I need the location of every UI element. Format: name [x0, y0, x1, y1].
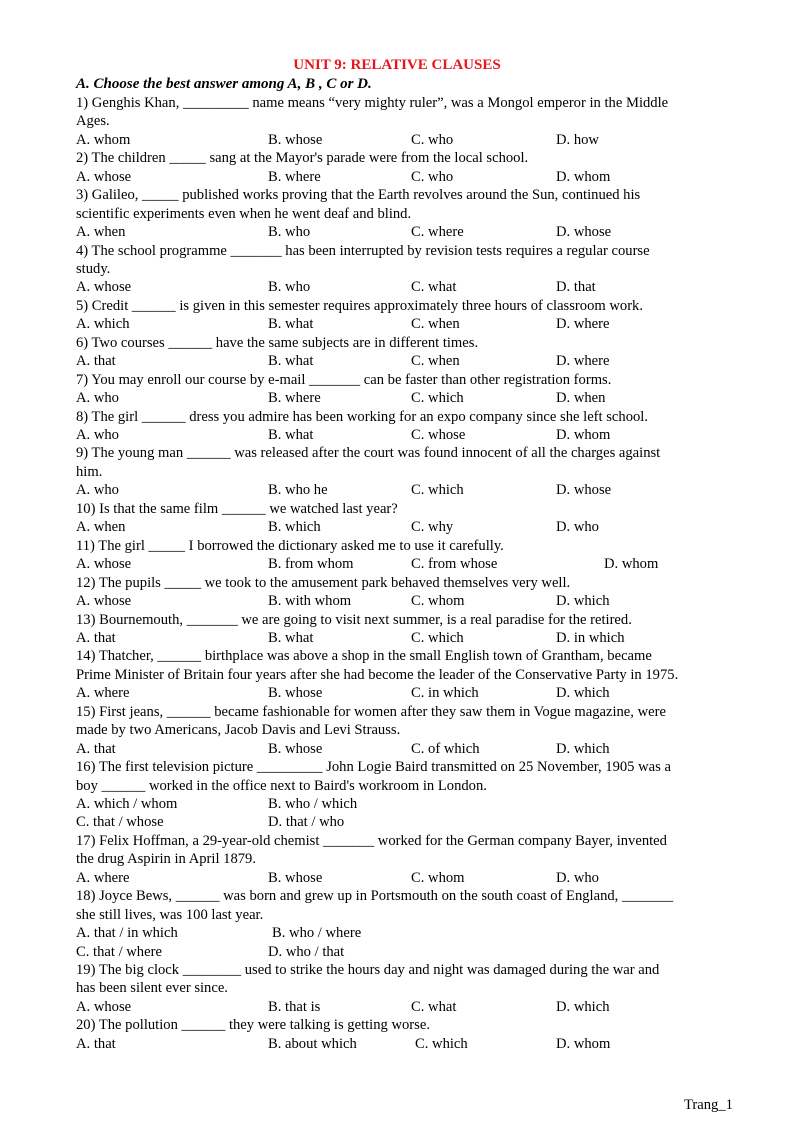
question-text: 3) Galileo, _____ published works proving that the Earth revolves around the Sun, continued his	[76, 187, 641, 204]
question-text: has been silent ever since.	[76, 980, 228, 997]
answer-option[interactable]: A. that	[76, 740, 116, 757]
answer-option[interactable]: C. who	[411, 168, 454, 185]
answer-option[interactable]: A. when	[76, 519, 126, 536]
page-title: UNIT 9: RELATIVE CLAUSES	[293, 57, 501, 73]
answer-option[interactable]: B. who	[268, 224, 311, 241]
answer-option[interactable]: D. which	[556, 740, 610, 757]
answer-options	[76, 555, 740, 573]
answer-options	[76, 352, 740, 370]
question-item	[76, 94, 740, 149]
answer-option[interactable]: B. what	[268, 629, 314, 646]
answer-option[interactable]: C. in which	[411, 685, 479, 702]
question-item	[76, 961, 740, 1016]
answer-options	[76, 315, 740, 333]
answer-options	[76, 1035, 740, 1053]
answer-options	[76, 592, 740, 610]
answer-option[interactable]: C. where	[411, 224, 464, 241]
answer-option[interactable]: C. when	[411, 353, 460, 370]
question-text: 5) Credit ______ is given in this semester requires approximately three hours of classroom work.	[76, 297, 644, 314]
question-item	[76, 574, 740, 611]
answer-option[interactable]: D. that	[556, 279, 596, 296]
answer-option[interactable]: C. which	[411, 629, 464, 646]
answer-option[interactable]: A. who	[76, 390, 119, 407]
question-item	[76, 500, 740, 537]
answer-option[interactable]: A. that	[76, 629, 116, 646]
question-text: 16) The first television picture _________ John Logie Baird transmitted on 25 November, 1905 was a	[76, 759, 671, 776]
answer-option[interactable]: A. who	[76, 427, 119, 444]
answer-option[interactable]: C. what	[411, 279, 457, 296]
answer-options	[76, 740, 740, 758]
question-text: 15) First jeans, ______ became fashionable for women after they saw them in Vogue magazine, were	[76, 703, 666, 720]
answer-option[interactable]: C. who	[411, 131, 454, 148]
question-text: him.	[76, 463, 103, 480]
answer-option[interactable]: C. that / whose	[76, 814, 164, 831]
answer-options	[76, 389, 740, 407]
question-item	[76, 149, 740, 186]
question-text: 4) The school programme _______ has been interrupted by revision tests requires a regular course	[76, 242, 650, 259]
answer-option[interactable]: B. who / where	[272, 925, 362, 942]
answer-option[interactable]: C. that / where	[76, 943, 162, 960]
answer-options	[76, 131, 740, 149]
question-item	[76, 703, 740, 758]
answer-option[interactable]: B. with whom	[268, 593, 352, 610]
answer-option[interactable]: C. whom	[411, 593, 465, 610]
answer-option[interactable]: B. from whom	[268, 556, 354, 573]
answer-option[interactable]: C. what	[411, 998, 457, 1015]
question-text: 12) The pupils _____ we took to the amusement park behaved themselves very well.	[76, 574, 571, 591]
answer-option[interactable]: A. that / in which	[76, 925, 178, 942]
answer-option[interactable]: B. about which	[268, 1035, 357, 1052]
answer-option[interactable]: D. whom	[556, 1035, 611, 1052]
answer-option[interactable]: D. who	[556, 519, 599, 536]
answer-options	[76, 426, 740, 444]
page-number: Trang_1	[684, 1097, 733, 1113]
answer-options	[76, 168, 740, 186]
answer-option[interactable]: C. whose	[411, 427, 466, 444]
answer-option[interactable]: A. whose	[76, 556, 132, 573]
question-item	[76, 537, 740, 574]
question-text: study.	[76, 261, 111, 278]
question-text: 13) Bournemouth, _______ we are going to visit next summer, is a real paradise for the retired.	[76, 611, 632, 628]
answer-option[interactable]: D. who / that	[268, 943, 345, 960]
answer-option[interactable]: C. when	[411, 316, 460, 333]
answer-options	[76, 684, 740, 702]
answer-option[interactable]: B. what	[268, 353, 314, 370]
answer-option[interactable]: D. who	[556, 869, 599, 886]
question-item	[76, 758, 740, 832]
answer-options	[76, 869, 740, 887]
question-text: boy ______ worked in the office next to Baird's workroom in London.	[76, 777, 487, 794]
answer-option[interactable]: D. where	[556, 316, 610, 333]
answer-option[interactable]: A. where	[76, 869, 130, 886]
answer-option[interactable]: B. who	[268, 279, 311, 296]
answer-option[interactable]: D. that / who	[268, 814, 345, 831]
question-item	[76, 1016, 740, 1053]
answer-option[interactable]: D. when	[556, 390, 606, 407]
answer-option[interactable]: B. where	[268, 168, 321, 185]
answer-option[interactable]: C. which	[411, 482, 464, 499]
answer-option[interactable]: A. that	[76, 1035, 116, 1052]
question-text: 17) Felix Hoffman, a 29-year-old chemist _______ worked for the German company Bayer, invented	[76, 832, 667, 849]
answer-option[interactable]: A. whose	[76, 593, 132, 610]
question-list	[76, 94, 740, 1053]
answer-option[interactable]: C. of which	[411, 740, 480, 757]
question-text: 6) Two courses ______ have the same subjects are in different times.	[76, 334, 479, 351]
section-heading: A. Choose the best answer among A, B , C or D.	[76, 76, 372, 92]
question-item	[76, 647, 740, 702]
answer-option[interactable]: C. why	[411, 519, 454, 536]
answer-option[interactable]: C. whom	[411, 869, 465, 886]
answer-options	[76, 924, 740, 942]
question-text: 14) Thatcher, ______ birthplace was above a shop in the small English town of Grantham, became	[76, 648, 652, 665]
answer-option[interactable]: B. whose	[268, 131, 323, 148]
question-item	[76, 832, 740, 887]
question-item	[76, 334, 740, 371]
answer-option[interactable]: D. in which	[556, 629, 625, 646]
answer-option[interactable]: B. who / which	[268, 795, 358, 812]
answer-option[interactable]: A. when	[76, 224, 126, 241]
question-text: she still lives, was 100 last year.	[76, 906, 264, 923]
answer-option[interactable]: A. which / whom	[76, 795, 178, 812]
question-text: 7) You may enroll our course by e-mail _______ can be faster than other registration forms.	[76, 371, 612, 388]
question-text: the drug Aspirin in April 1879.	[76, 851, 256, 868]
question-item	[76, 444, 740, 499]
answer-option[interactable]: B. whose	[268, 740, 323, 757]
answer-option[interactable]: C. from whose	[411, 556, 498, 573]
question-text: Ages.	[76, 113, 110, 130]
answer-options	[76, 795, 740, 813]
answer-options	[76, 278, 740, 296]
answer-option[interactable]: C. which	[411, 390, 464, 407]
question-text: 9) The young man ______ was released after the court was found innocent of all the charges against	[76, 445, 661, 462]
answer-option[interactable]: D. how	[556, 131, 599, 148]
answer-option[interactable]: A. whom	[76, 131, 131, 148]
answer-option[interactable]: D. whose	[556, 482, 612, 499]
answer-option[interactable]: C. which	[415, 1035, 468, 1052]
answer-option[interactable]: B. whose	[268, 869, 323, 886]
answer-options	[76, 813, 740, 831]
answer-option[interactable]: D. whom	[556, 427, 611, 444]
answer-option[interactable]: A. which	[76, 316, 130, 333]
answer-option[interactable]: B. whose	[268, 685, 323, 702]
answer-option[interactable]: A. whose	[76, 168, 132, 185]
answer-option[interactable]: A. that	[76, 353, 116, 370]
answer-options	[76, 629, 740, 647]
question-text: 1) Genghis Khan, _________ name means “very mighty ruler”, was a Mongol emperor in the Middle	[76, 95, 669, 111]
question-item	[76, 611, 740, 648]
answer-option[interactable]: A. who	[76, 482, 119, 499]
question-item	[76, 371, 740, 408]
answer-option[interactable]: B. where	[268, 390, 321, 407]
answer-option[interactable]: B. what	[268, 427, 314, 444]
question-text: 2) The children _____ sang at the Mayor's parade were from the local school.	[76, 150, 529, 167]
answer-option[interactable]: D. where	[556, 353, 610, 370]
answer-option[interactable]: D. which	[556, 998, 610, 1015]
answer-option[interactable]: D. whom	[556, 168, 611, 185]
answer-option[interactable]: B. that is	[268, 998, 321, 1015]
question-text: scientific experiments even when he went deaf and blind.	[76, 205, 412, 222]
question-text: made by two Americans, Jacob Davis and Levi Strauss.	[76, 722, 401, 739]
answer-option[interactable]: D. which	[556, 685, 610, 702]
question-text: 19) The big clock ________ used to strike the hours day and night was damaged during the war and	[76, 961, 660, 978]
answer-option[interactable]: B. which	[268, 519, 321, 536]
question-item	[76, 186, 740, 241]
question-item	[76, 242, 740, 297]
answer-option[interactable]: D. which	[556, 593, 610, 610]
answer-options	[76, 998, 740, 1016]
answer-options	[76, 943, 740, 961]
answer-option[interactable]: A. whose	[76, 998, 132, 1015]
answer-options	[76, 481, 740, 499]
question-item	[76, 887, 740, 961]
question-item	[76, 408, 740, 445]
answer-options	[76, 518, 740, 536]
question-text: 8) The girl ______ dress you admire has been working for an expo company since she left school.	[76, 408, 648, 425]
answer-options	[76, 223, 740, 241]
question-item	[76, 297, 740, 334]
question-text: 10) Is that the same film ______ we watched last year?	[76, 500, 398, 517]
answer-option[interactable]: B. who he	[268, 482, 328, 499]
answer-option[interactable]: A. where	[76, 685, 130, 702]
question-text: 20) The pollution ______ they were talking is getting worse.	[76, 1017, 430, 1034]
answer-option[interactable]: D. whose	[556, 224, 612, 241]
question-text: Prime Minister of Britain four years after she had become the leader of the Conservative Party in 1975.	[76, 666, 679, 683]
answer-option[interactable]: B. what	[268, 316, 314, 333]
question-text: 18) Joyce Bews, ______ was born and grew up in Portsmouth on the south coast of England, _______	[76, 888, 674, 905]
question-text: 11) The girl _____ I borrowed the dictionary asked me to use it carefully.	[76, 537, 504, 554]
answer-option[interactable]: A. whose	[76, 279, 132, 296]
answer-option[interactable]: D. whom	[604, 556, 659, 573]
